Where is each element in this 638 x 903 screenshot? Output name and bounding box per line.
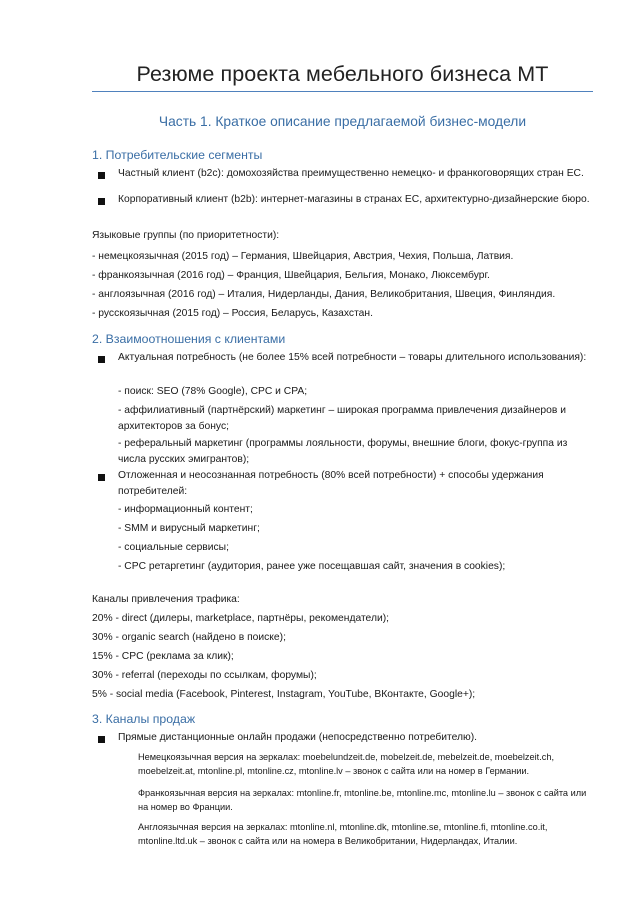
traffic-channel-item: 30% - referral (переходы по ссылкам, форумы); — [92, 670, 317, 681]
page-subtitle: Часть 1. Краткое описание предлагаемой бизнес-модели — [158, 114, 527, 129]
mirror-description: Франкоязычная версия на зеркалах: mtonline.fr, mtonline.be, mtonline.mc, mtonline.lu – звонок с сайта или на номер во Франции. — [138, 788, 587, 812]
section-3-heading: 3. Каналы продаж — [92, 712, 196, 726]
mirror-description: Англоязычная версия на зеркалах: mtonline.nl, mtonline.dk, mtonline.se, mtonline.fi, mtonline.co.it, mtonline.ltd.uk – звонок с сайта или на номера в Великобритании, Нидерландах, Италии. — [138, 822, 548, 846]
bullet-square-icon — [98, 474, 105, 481]
segment-b2b: Корпоративный клиент (b2b): интернет-магазины в странах ЕС, архитектурно-дизайнерские бюро. — [118, 194, 590, 205]
traffic-channel-item: 5% - social media (Facebook, Pinterest, Instagram, YouTube, ВКонтакте, Google+); — [92, 689, 476, 700]
section-1-heading: 1. Потребительские сегменты — [92, 148, 263, 162]
traffic-channel-item: 20% - direct (дилеры, marketplace, партнёры, рекомендатели); — [92, 613, 389, 624]
deferred-need-bullet: Отложенная и неосознанная потребность (80% всей потребности) + способы удержания потребителей: — [118, 470, 544, 497]
mirror-description: Немецкоязычная версия на зеркалах: moebelundzeit.de, mobelzeit.de, mebelzeit.de, moebelzeit.ch, moebelzeit.at, mtonline.pl, mtonline.cz, mtonline.lv – звонок с сайта или на номер в Германии. — [138, 752, 555, 776]
bullet-square-icon — [98, 198, 105, 205]
segment-b2c: Частный клиент (b2c): домохозяйства преимущественно немецко- и франкоговорящих стран ЕС. — [118, 168, 584, 179]
deferred-need-item: - SMM и вирусный маркетинг; — [118, 523, 260, 534]
language-group-item: - франкоязычная (2016 год) – Франция, Швейцария, Бельгия, Монако, Люксембург. — [92, 270, 490, 281]
actual-need-item: - аффилиативный (партнёрский) маркетинг – широкая программа привлечения дизайнеров и архитекторов за бонус; — [118, 405, 566, 432]
language-group-item: - немецкоязычная (2015 год) – Германия, Швейцария, Австрия, Чехия, Польша, Латвия. — [92, 251, 514, 262]
actual-need-item: - поиск: SEO (78% Google), CPC и CPA; — [118, 386, 308, 397]
bullet-square-icon — [98, 736, 105, 743]
actual-need-bullet: Актуальная потребность (не более 15% всей потребности – товары длительного использования): — [118, 352, 587, 363]
actual-need-item: - реферальный маркетинг (программы лояльности, форумы, внешние блоги, фокус-группа из числа русских эмигрантов); — [118, 438, 568, 465]
section-2-heading: 2. Взаимоотношения с клиентами — [92, 332, 286, 346]
deferred-need-item: - информационный контент; — [118, 504, 253, 515]
direct-sales-bullet: Прямые дистанционные онлайн продажи (непосредственно потребителю). — [118, 732, 478, 743]
traffic-channel-item: 30% - organic search (найдено в поиске); — [92, 632, 286, 643]
page-title: Резюме проекта мебельного бизнеса МТ — [92, 62, 593, 92]
language-groups-intro: Языковые группы (по приоритетности): — [92, 230, 280, 241]
traffic-channel-item: 15% - CPC (реклама за клик); — [92, 651, 234, 662]
bullet-square-icon — [98, 172, 105, 179]
language-group-item: - англоязычная (2016 год) – Италия, Нидерланды, Дания, Великобритания, Швеция, Финляндия. — [92, 289, 556, 300]
bullet-square-icon — [98, 356, 105, 363]
deferred-need-item: - CPC ретаргетинг (аудитория, ранее уже посещавшая сайт, значения в cookies); — [118, 561, 506, 572]
deferred-need-item: - социальные сервисы; — [118, 542, 229, 553]
language-group-item: - русскоязычная (2015 год) – Россия, Беларусь, Казахстан. — [92, 308, 373, 319]
traffic-channels-intro: Каналы привлечения трафика: — [92, 594, 240, 605]
